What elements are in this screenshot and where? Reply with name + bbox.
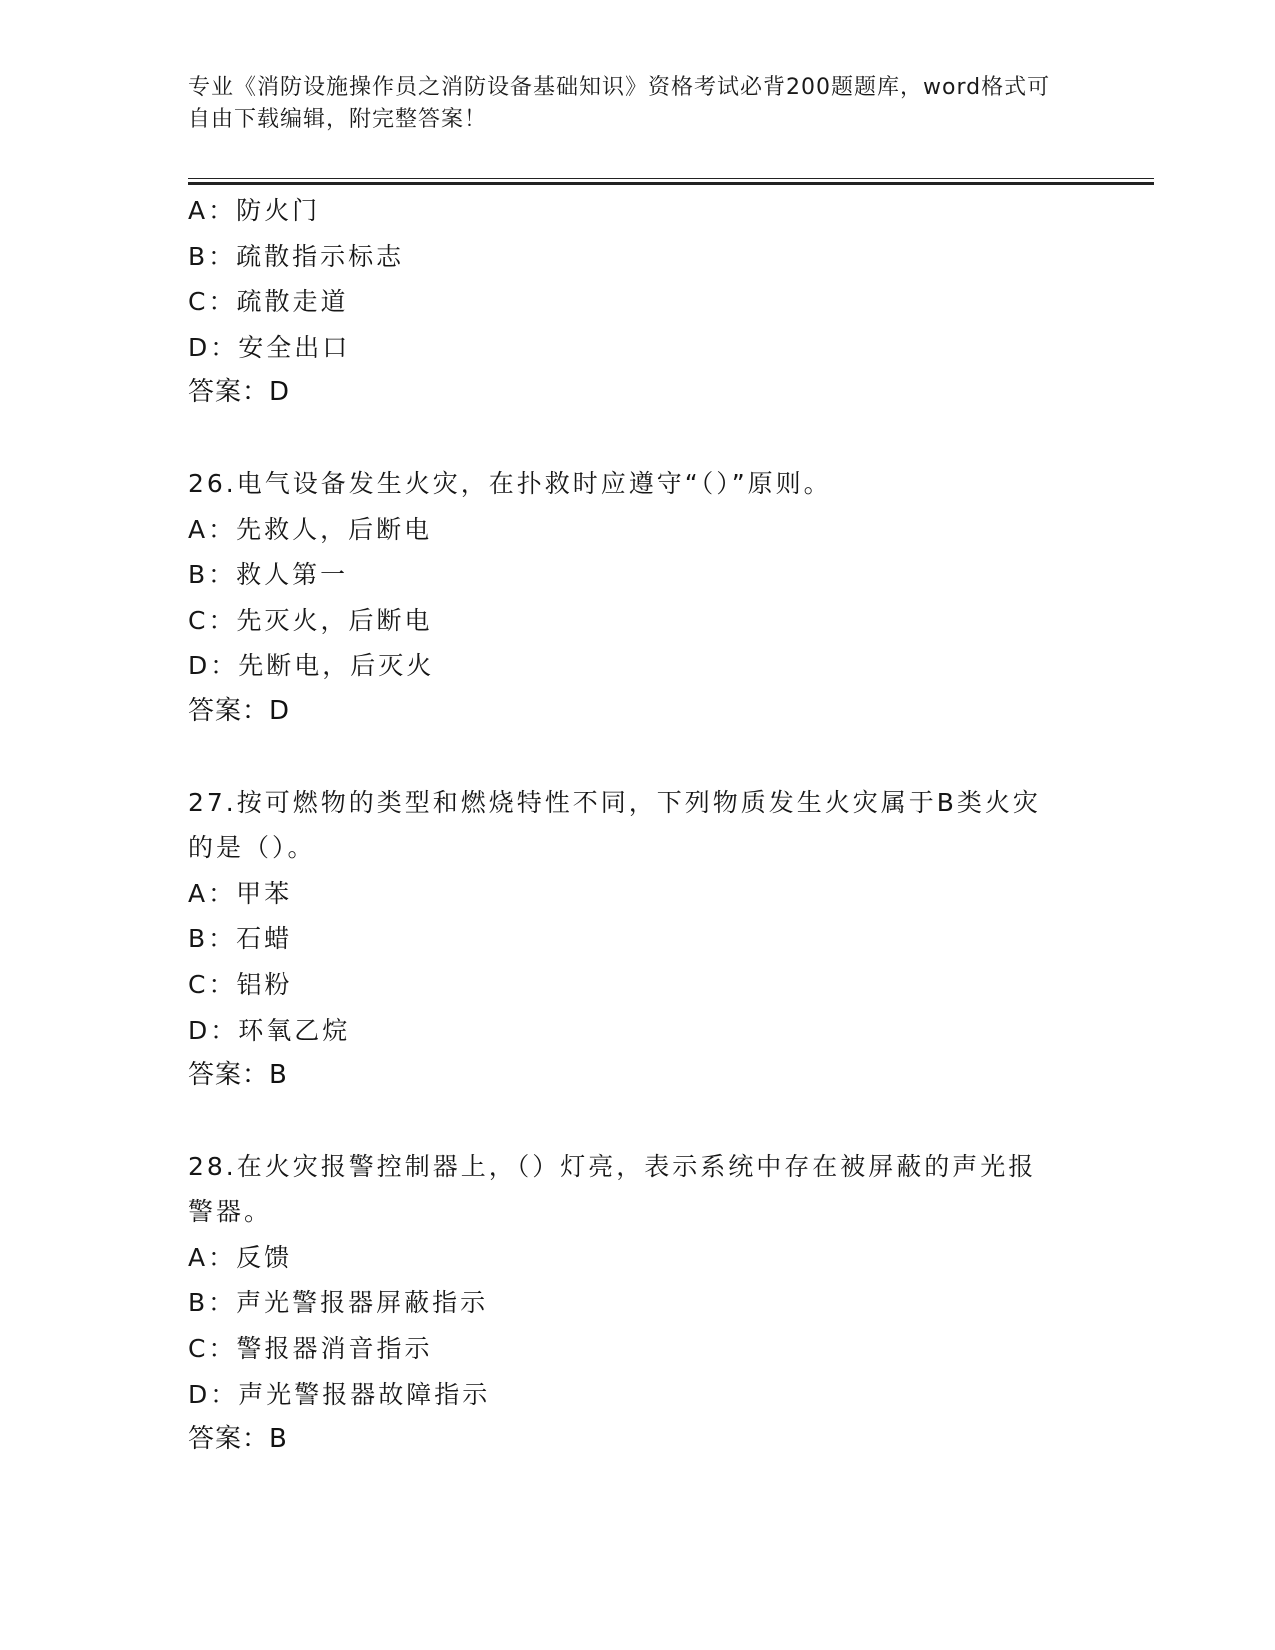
answer-line: 答案：B xyxy=(188,1060,288,1091)
question-stem: 26.电气设备发生火灾，在扑救时应遵守“（）”原则。 xyxy=(188,468,832,498)
option-d: D：安全出口 xyxy=(188,332,351,362)
spacer xyxy=(188,735,1088,780)
option-b: B：声光警报器屏蔽指示 xyxy=(188,1288,489,1318)
option-c: C：先灭火，后断电 xyxy=(188,605,433,635)
option-d: D：声光警报器故障指示 xyxy=(188,1379,491,1409)
question-stem-line-2: 警器。 xyxy=(188,1197,273,1227)
option-a: A：反馈 xyxy=(188,1242,293,1272)
question-stem-line-1: 27.按可燃物的类型和燃烧特性不同，下列物质发生火灾属于B类火灾 xyxy=(188,787,1041,817)
option-b: B：疏散指示标志 xyxy=(188,241,405,271)
header-text: 专业《消防设施操作员之消防设备基础知识》资格考试必背200题题库，word格式可自由下载编辑，附完整答案！ xyxy=(188,75,1051,132)
option-a: A：防火门 xyxy=(188,196,321,225)
question-block-27 xyxy=(188,780,1088,1099)
spacer xyxy=(188,1099,1088,1144)
document-header xyxy=(188,72,1068,136)
option-a: A：甲苯 xyxy=(188,878,293,908)
option-a: A：先救人，后断电 xyxy=(188,514,433,544)
option-b: B：救人第一 xyxy=(188,560,349,590)
answer-line: 答案：D xyxy=(188,377,291,408)
option-c: C：疏散走道 xyxy=(188,287,349,317)
option-c: C：铝粉 xyxy=(188,969,293,999)
question-block-26 xyxy=(188,461,1088,735)
header-rule-thick xyxy=(188,182,1154,185)
question-stem-line-1: 28.在火灾报警控制器上，（）灯亮，表示系统中存在被屏蔽的声光报 xyxy=(188,1151,1037,1181)
question-block-25 xyxy=(188,188,1088,416)
option-b: B：石蜡 xyxy=(188,924,293,954)
answer-line: 答案：D xyxy=(188,695,291,726)
option-d: D：先断电，后灭火 xyxy=(188,651,435,681)
option-d: D：环氧乙烷 xyxy=(188,1015,351,1045)
question-stem-line-2: 的是（）。 xyxy=(188,833,316,863)
answer-line: 答案：B xyxy=(188,1424,288,1455)
question-block-28 xyxy=(188,1144,1088,1463)
spacer xyxy=(188,416,1088,461)
header-rule-thin xyxy=(188,178,1154,179)
question-list xyxy=(188,188,1088,1463)
option-c: C：警报器消音指示 xyxy=(188,1334,433,1364)
